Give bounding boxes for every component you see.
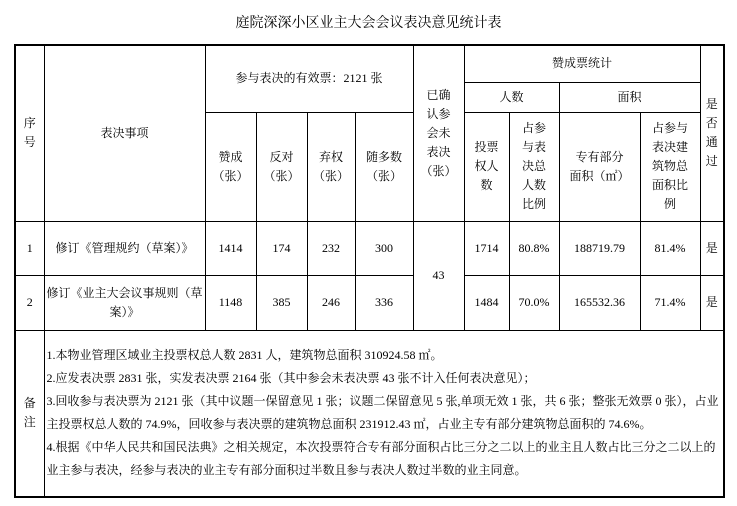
data-row-2 [15,275,724,330]
header-people-percentage: 占参 与表 决总 人数 比例 [509,112,559,221]
header-exclusive-area: 专有部分 面积（㎡） [559,112,640,221]
row-approve-count: 1148 [205,275,256,330]
row-area-percentage: 71.4% [640,275,700,330]
row-passed: 是 [700,275,724,330]
note-line-2: 2.应发表决票 2831 张，实发表决票 2164 张（其中参会未表决票 43 张不计入任何表决意见）； [46,371,536,386]
row-people-percentage: 70.0% [509,275,559,330]
row-voting-rights-count: 1484 [464,275,509,330]
header-people-group: 人数 [464,82,559,112]
row-seq-no: 2 [15,275,44,330]
header-voting-item: 表决事项 [44,45,205,221]
voting-statistics-table [14,44,725,498]
page-title: 庭院深深小区业主大会会议表决意见统计表 [235,16,502,31]
header-follow-majority: 随多数 （张） [355,112,413,221]
row-follow-majority-count: 336 [355,275,413,330]
row-exclusive-area: 165532.36 [559,275,640,330]
row-oppose-count: 385 [256,275,307,330]
header-approve: 赞成 （张） [205,112,256,221]
header-voting-rights-count: 投票 权人 数 [464,112,509,221]
header-area-percentage: 占参与 表决建 筑物总 面积比 例 [640,112,700,221]
note-line-4: 4.根据《中华人民共和国民法典》之相关规定，本次投票符合专有部分面积占比三分之二以上的业主且人数占比三分之二以上的业主参与表决，经参与表决的业主专有部分面积过半数且参与表决人数过半数的业主同意。 [46,440,716,478]
remarks-label: 备 注 [15,330,44,497]
row-oppose-count: 174 [256,221,307,275]
row-exclusive-area: 188719.79 [559,221,640,275]
note-line-3: 3.回收参与表决票为 2121 张（其中议题一保留意见 1 张；议题二保留意见 5 张,单项无效 1 张，共 6 张；整张无效票 0 张），占业主投票权总人数的 74.9%，回收参与表决票的建筑物总面积 231912.43 ㎡，占业主专有部分建筑物总面积的 74.6%。 [46,394,719,432]
header-seq-no: 序 号 [15,45,44,221]
remarks-content [44,330,724,497]
header-valid-votes: 参与表决的有效票：2121 张 [205,45,413,112]
row-voting-item: 修订《管理规约（草案）》 [44,221,205,275]
row-approve-count: 1414 [205,221,256,275]
row-follow-majority-count: 300 [355,221,413,275]
row-abstain-count: 232 [307,221,355,275]
row-passed: 是 [700,221,724,275]
note-line-1: 1.本物业管理区域业主投票权总人数 2831 人，建筑物总面积 310924.58 ㎡。 [46,348,443,363]
header-passed: 是 否 通 过 [700,45,724,221]
header-area-group: 面积 [559,82,700,112]
row-abstain-count: 246 [307,275,355,330]
row-seq-no: 1 [15,221,44,275]
data-row-1 [15,221,724,275]
header-oppose: 反对 （张） [256,112,307,221]
row-people-percentage: 80.8% [509,221,559,275]
header-row-1 [15,45,724,82]
header-approve-stats: 赞成票统计 [464,45,700,82]
confirmed-not-voted-value: 43 [413,221,464,330]
row-voting-rights-count: 1714 [464,221,509,275]
row-voting-item: 修订《业主大会议事规则（草案）》 [44,275,205,330]
remarks-row [15,330,724,497]
header-abstain: 弃权 （张） [307,112,355,221]
header-confirmed-not-voted: 已确 认参 会未 表决 （张） [413,45,464,221]
row-area-percentage: 81.4% [640,221,700,275]
